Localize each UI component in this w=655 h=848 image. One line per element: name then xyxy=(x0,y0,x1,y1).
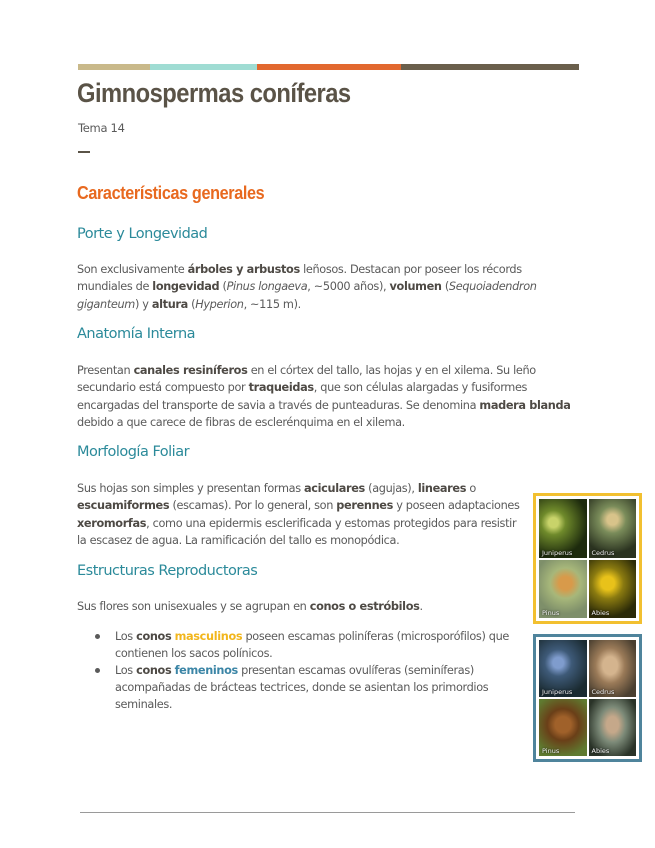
bar-segment-1 xyxy=(78,64,150,70)
paragraph-morfologia: Sus hojas son simples y presentan formas aciculares (agujas), lineares o escuamiformes (escamas). Por lo general, son perennes y poseen adaptaciones xeromorfas, como una epidermis esclerificada y estomas protegidos para resistir la escasez de agua. La ramificación del tallo es monopódica. xyxy=(77,482,520,547)
cones-list xyxy=(77,628,527,713)
leaves-image-collage xyxy=(533,493,642,624)
bar-segment-4 xyxy=(401,64,579,70)
pinus-cone-photo: Pinus xyxy=(539,699,587,756)
heading-anatomia: Anatomía Interna xyxy=(77,326,196,342)
abies-leaf-photo: Abies xyxy=(589,560,637,619)
cedrus-leaf-photo: Cedrus xyxy=(589,499,637,558)
heading-morfologia: Morfología Foliar xyxy=(77,444,190,460)
abies-cone-photo: Abies xyxy=(589,699,637,756)
title-dash xyxy=(78,151,90,153)
bullet-icon xyxy=(95,634,100,639)
list-item: Los conos femeninos presentan escamas ovulíferas (seminíferas) acompañadas de brácteas tectrices, donde se asientan los primordios seminales. xyxy=(77,662,527,713)
subtitle: Tema 14 xyxy=(78,121,125,135)
section-heading: Características generales xyxy=(77,183,265,203)
juniperus-cone-photo: Juniperus xyxy=(539,640,587,697)
bar-segment-2 xyxy=(150,64,257,70)
female-cones-term: femeninos xyxy=(174,664,238,677)
bullet-icon xyxy=(95,668,100,673)
page-title: Gimnospermas coníferas xyxy=(77,78,351,108)
heading-reproductoras: Estructuras Reproductoras xyxy=(77,563,258,579)
juniperus-leaf-photo: Juniperus xyxy=(539,499,587,558)
pinus-leaf-photo: Pinus xyxy=(539,560,587,619)
paragraph-porte: Son exclusivamente árboles y arbustos leñosos. Destacan por poseer los récords mundiales de longevidad (Pinus longaeva, ~5000 años), volumen (Sequoiadendron giganteum) y altura (Hyperion, ~115 m). xyxy=(77,263,537,311)
cones-image-collage xyxy=(533,634,642,762)
cedrus-cone-photo: Cedrus xyxy=(589,640,637,697)
top-color-bar xyxy=(78,64,579,70)
footer-divider xyxy=(80,812,575,813)
bar-segment-3 xyxy=(257,64,401,70)
heading-porte: Porte y Longevidad xyxy=(77,226,208,242)
list-item: Los conos masculinos poseen escamas poliníferas (microsporófilos) que contienen los sacos polínicos. xyxy=(77,628,527,662)
male-cones-term: masculinos xyxy=(174,630,243,643)
paragraph-anatomia: Presentan canales resiníferos en el córtex del tallo, las hojas y en el xilema. Su leño secundario está compuesto por traqueidas, que son células alargadas y fusiformes encargadas del transporte de savia a través de punteaduras. Se denomina madera blanda debido a que carece de fibras de esclerénquima en el xilema. xyxy=(77,364,571,429)
paragraph-reproductoras: Sus flores son unisexuales y se agrupan en conos o estróbilos. xyxy=(77,600,423,613)
